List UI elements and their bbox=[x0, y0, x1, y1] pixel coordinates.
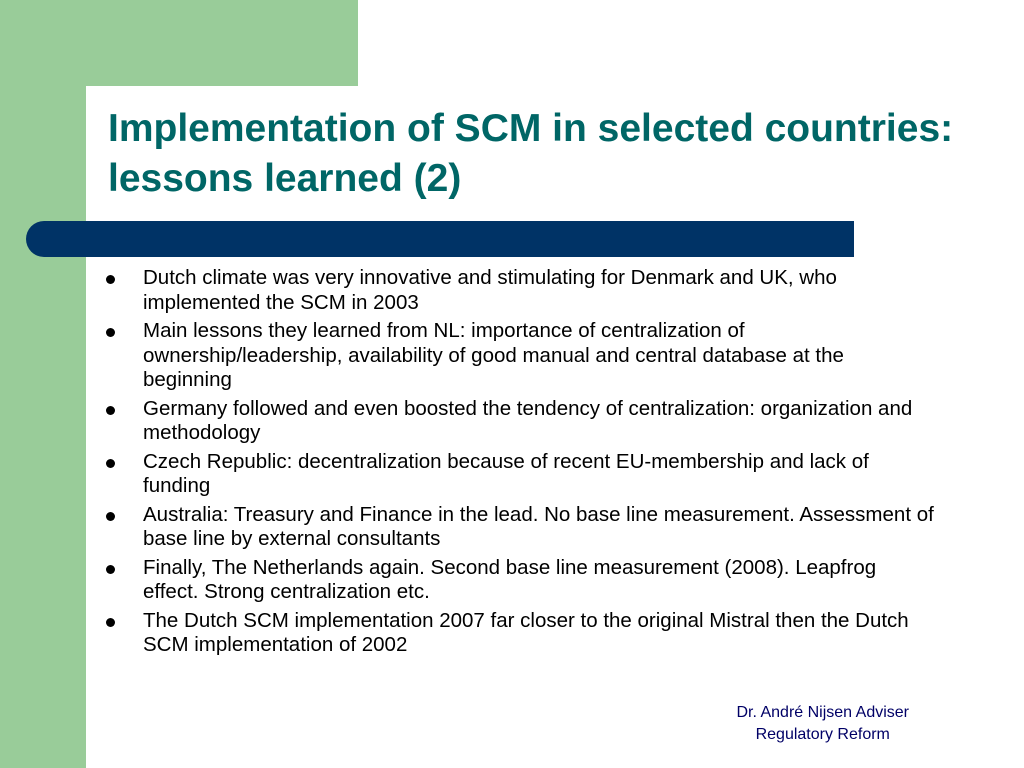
bullet-text: Australia: Treasury and Finance in the lead. No base line measurement. Assessment of base line by external consultants bbox=[143, 502, 934, 550]
bullet-text: Main lessons they learned from NL: importance of centralization of ownership/leadership, availability of good manual and central database at the beginning bbox=[143, 319, 844, 391]
bullet-dot-icon bbox=[106, 275, 115, 284]
slide-title: Implementation of SCM in selected countries: lessons learned (2) bbox=[108, 107, 954, 200]
bullet-item bbox=[104, 266, 934, 315]
bullet-text: Germany followed and even boosted the tendency of centralization: organization and methodology bbox=[143, 396, 913, 444]
bullet-text: The Dutch SCM implementation 2007 far closer to the original Mistral then the Dutch SCM implementation of 2002 bbox=[143, 608, 909, 656]
bullet-item bbox=[104, 450, 934, 499]
bullet-dot-icon bbox=[106, 459, 115, 468]
green-side-band bbox=[0, 0, 86, 768]
bullet-item bbox=[104, 556, 934, 605]
bullet-item bbox=[104, 503, 934, 552]
bullet-dot-icon bbox=[106, 565, 115, 574]
bullet-text: Dutch climate was very innovative and stimulating for Denmark and UK, who implemented the SCM in 2003 bbox=[143, 266, 837, 314]
bullet-dot-icon bbox=[106, 328, 115, 337]
green-top-block bbox=[86, 0, 358, 86]
bullet-item bbox=[104, 397, 934, 446]
bullet-text: Czech Republic: decentralization because of recent EU-membership and lack of funding bbox=[143, 449, 869, 497]
slide-footer bbox=[736, 702, 909, 746]
bullet-dot-icon bbox=[106, 512, 115, 521]
bullet-item bbox=[104, 319, 934, 393]
bullet-dot-icon bbox=[106, 618, 115, 627]
bullet-dot-icon bbox=[106, 406, 115, 415]
bullet-item bbox=[104, 609, 934, 658]
footer-department: Regulatory Reform bbox=[755, 726, 890, 743]
footer-author: Dr. André Nijsen Adviser bbox=[736, 704, 909, 721]
title-divider-bar bbox=[26, 221, 854, 257]
bullet-list bbox=[104, 266, 934, 662]
bullet-text: Finally, The Netherlands again. Second base line measurement (2008). Leapfrog effect. Strong centralization etc. bbox=[143, 555, 877, 603]
